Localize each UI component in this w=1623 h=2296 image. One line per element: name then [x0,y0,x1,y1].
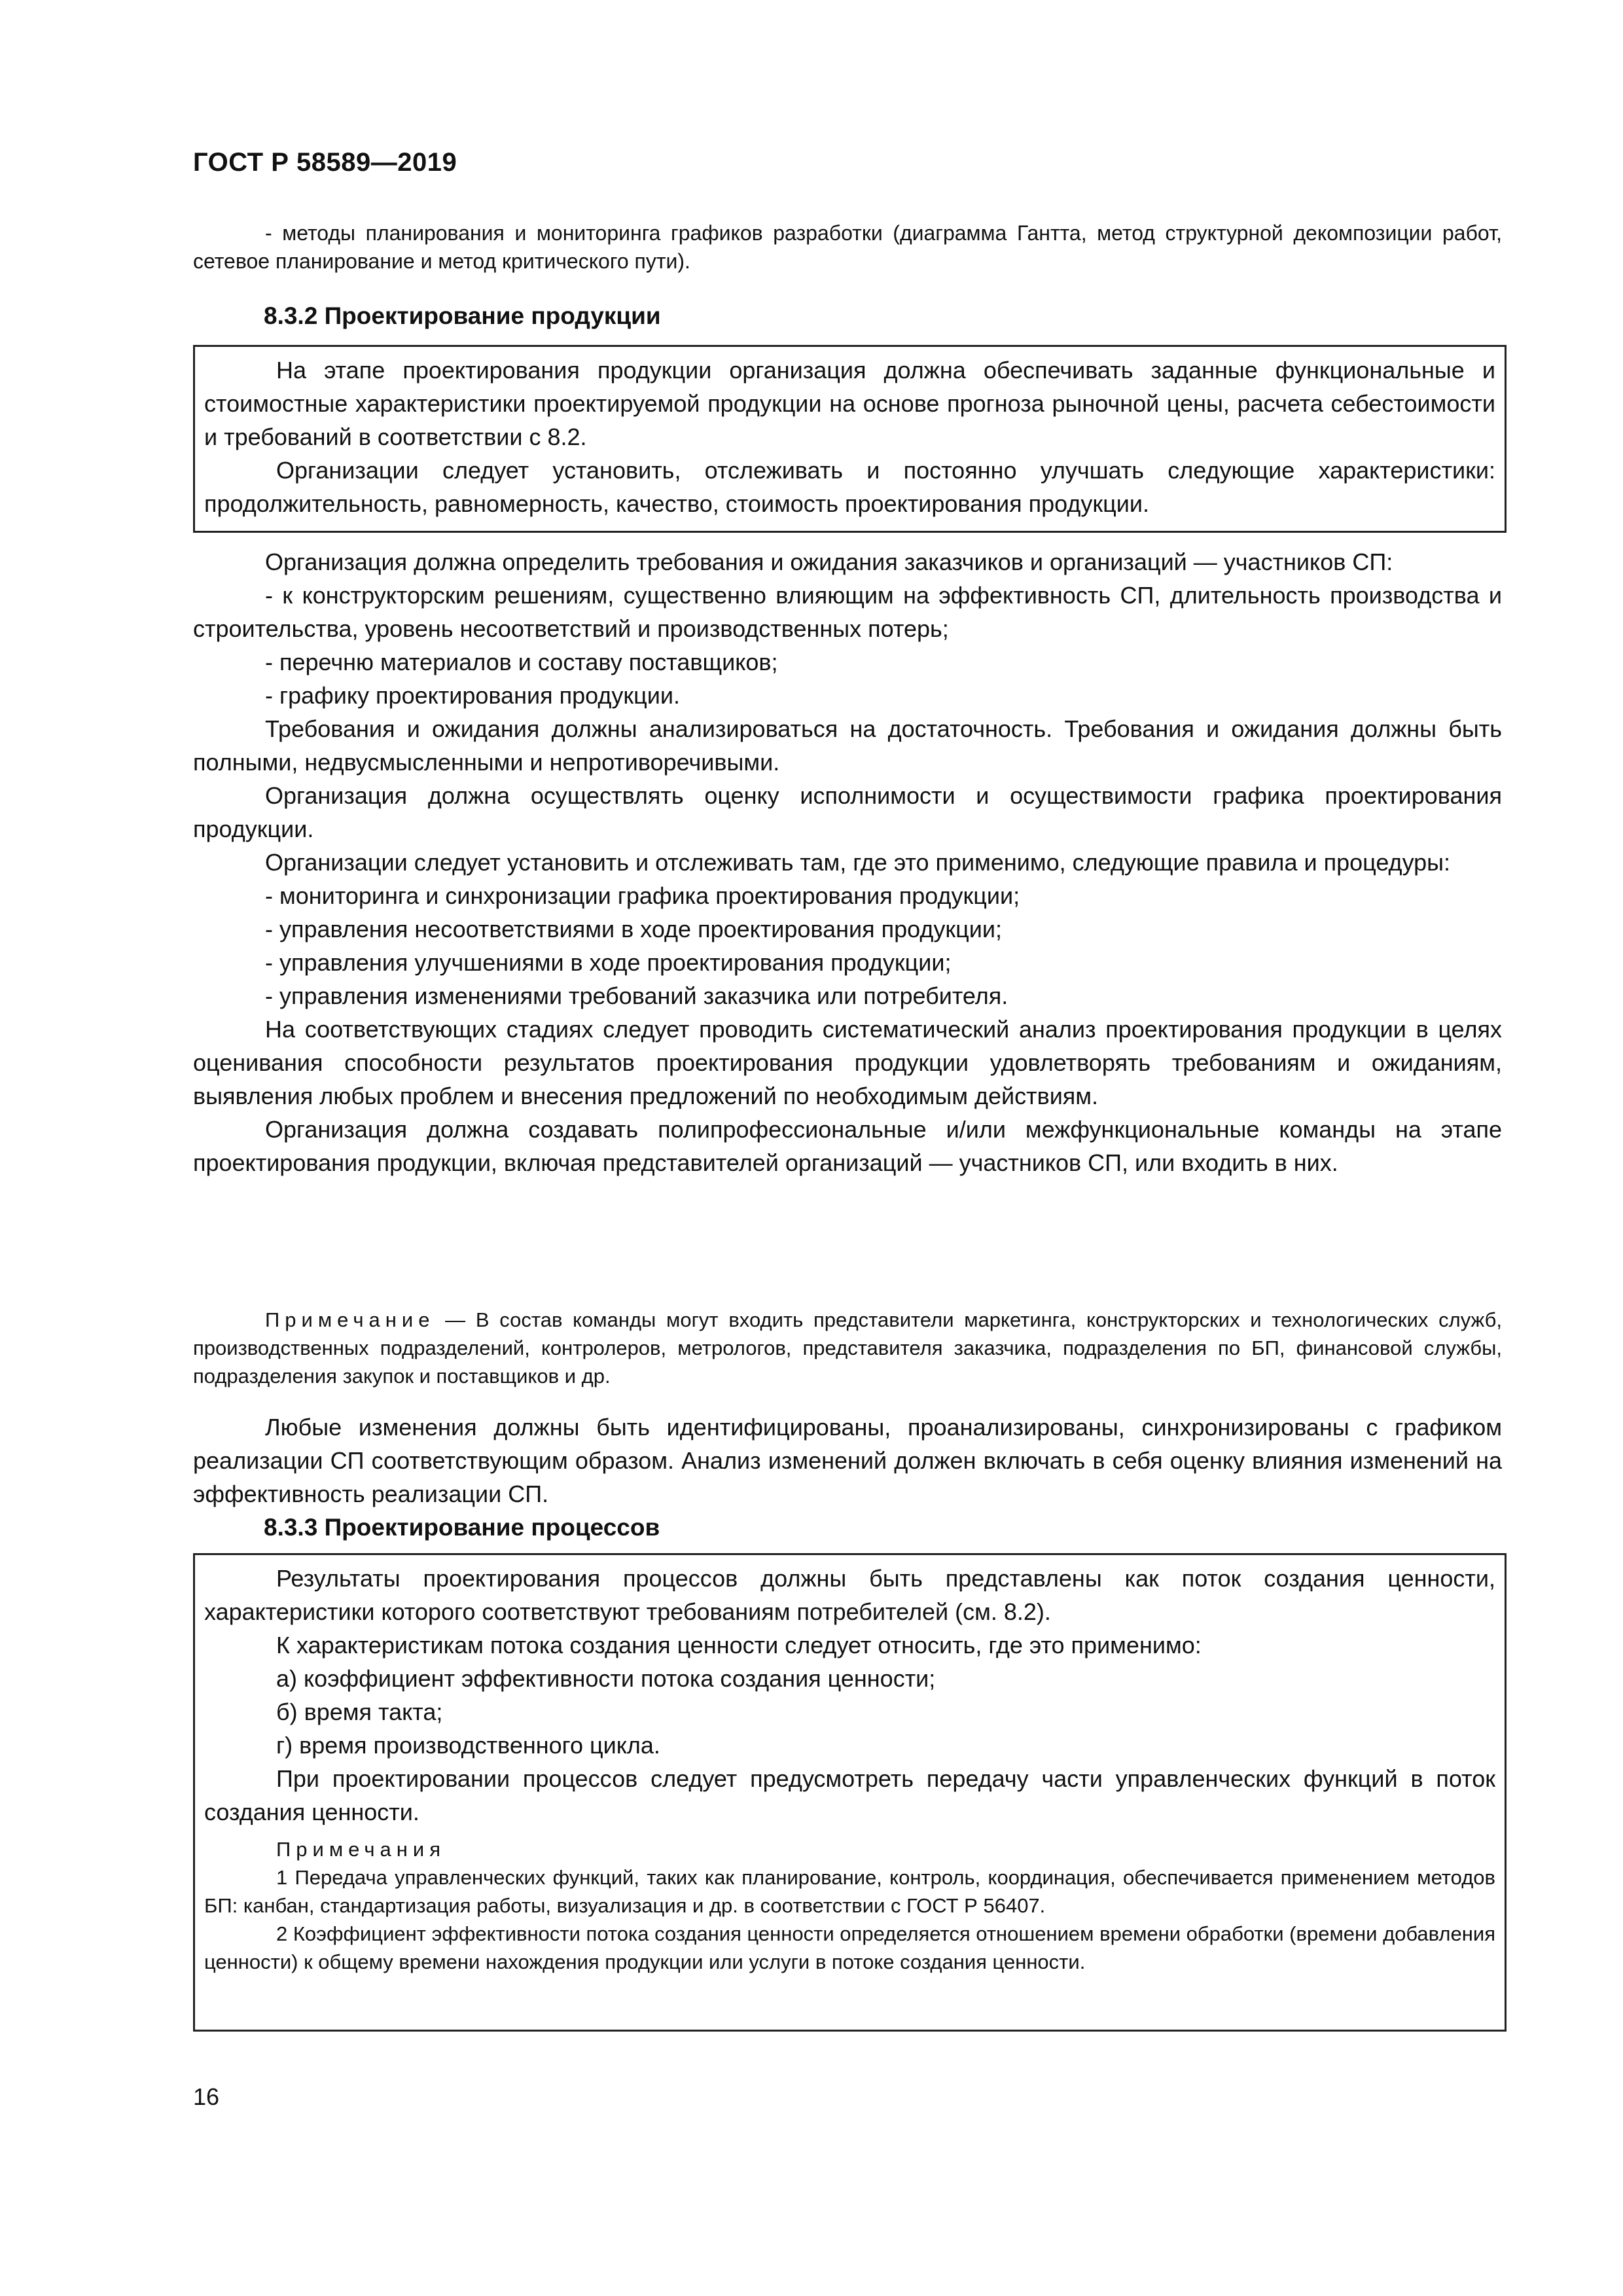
list-item: - управления изменениями требований заказчика или потребителя. [265,982,1008,1009]
box-list-item: а) коэффициент эффективности потока создания ценности; [276,1665,936,1692]
note [193,1306,1502,1390]
box-list-item: г) время производственного цикла. [276,1732,660,1759]
notes-label: Примечания [276,1838,446,1861]
section-832-body [193,545,1502,1179]
box-list-item: б) время такта; [276,1698,443,1725]
paragraph: Организация должна определить требования и ожидания заказчиков и организаций — участников СП: [265,548,1393,575]
section-832-closing [193,1410,1502,1511]
note-block [193,1306,1502,1390]
requirement-box-832 [193,345,1507,533]
intro-item: - методы планирования и мониторинга графиков разработки (диаграмма Гантта, метод структурной декомпозиции работ, сетевое планирование и метод критического пути). [193,221,1502,273]
paragraph: Организация должна создавать полипрофессиональные и/или межфункциональные команды на этапе проектирования продукции, включая представителей организаций — участников СП, или входить в них. [193,1116,1502,1176]
box-paragraph: Организации следует установить, отслеживать и постоянно улучшать следующие характеристики: продолжительность, равномерность, качество, стоимость проектирования продукции. [204,457,1495,517]
box-paragraph: При проектировании процессов следует предусмотреть передачу части управленческих функций в поток создания ценности. [204,1765,1495,1825]
section-heading-832: 8.3.2 Проектирование продукции [264,302,661,329]
paragraph: Требования и ожидания должны анализироваться на достаточность. Требования и ожидания должны быть полными, недвусмысленными и непротиворечивыми. [193,715,1502,776]
paragraph: Любые изменения должны быть идентифицированы, проанализированы, синхронизированы с графиком реализации СП соответствующим образом. Анализ изменений должен включать в себя оценку влияния изменений на эффективность реализации СП. [193,1414,1502,1507]
list-item: - графику проектирования продукции. [265,682,680,709]
note-text: — В состав команды могут входить представители маркетинга, конструкторских и технологических служб, производственных подразделений, контролеров, метрологов, представителя заказчика, подразделения по БП, финансовой службы, подразделения закупок и поставщиков и др. [193,1308,1502,1388]
list-item: - перечню материалов и составу поставщиков; [265,649,778,675]
list-item: - к конструкторским решениям, существенно влияющим на эффективность СП, длительность производства и строительства, уровень несоответствий и производственных потерь; [193,582,1502,642]
intro-list-item [193,219,1502,276]
box-paragraph: К характеристикам потока создания ценности следует относить, где это применимо: [276,1632,1202,1659]
list-item: - мониторинга и синхронизации графика проектирования продукции; [265,882,1020,909]
paragraph: На соответствующих стадиях следует проводить систематический анализ проектирования продукции в целях оценивания способности результатов проектирования продукции удовлетворять требованиям и ожиданиям, выявления любых проблем и внесения предложений по необходимым действиям. [193,1016,1502,1109]
box-paragraph: На этапе проектирования продукции организация должна обеспечивать заданные функциональные и стоимостные характеристики проектируемой продукции на основе прогноза рыночной цены, расчета себестоимости и требований в соответствии с 8.2. [204,357,1495,450]
paragraph: Организации следует установить и отслеживать там, где это применимо, следующие правила и процедуры: [265,849,1451,876]
list-item: - управления несоответствиями в ходе проектирования продукции; [265,916,1003,942]
standard-header: ГОСТ Р 58589—2019 [193,148,457,177]
page-number: 16 [193,2083,220,2110]
paragraph: Организация должна осуществлять оценку исполнимости и осуществимости графика проектирования продукции. [193,782,1502,842]
list-item: - управления улучшениями в ходе проектирования продукции; [265,949,952,976]
requirement-box-833 [193,1553,1507,2032]
box-paragraph: Результаты проектирования процессов должны быть представлены как поток создания ценности, характеристики которого соответствуют требованиям потребителей (см. 8.2). [204,1565,1495,1625]
note-label: Примечание [265,1308,435,1331]
note-1: 1 Передача управленческих функций, таких как планирование, контроль, координация, обеспечивается применением методов БП: канбан, стандартизация работы, визуализация и др. в соответствии с ГОСТ Р 56407. [204,1866,1495,1917]
section-heading-833: 8.3.3 Проектирование процессов [264,1514,660,1541]
note-2: 2 Коэффициент эффективности потока создания ценности определяется отношением времени обработки (времени добавления ценности) к общему времени нахождения продукции или услуги в потоке создания ценности. [204,1922,1495,1973]
notes-heading [204,1835,1495,1863]
